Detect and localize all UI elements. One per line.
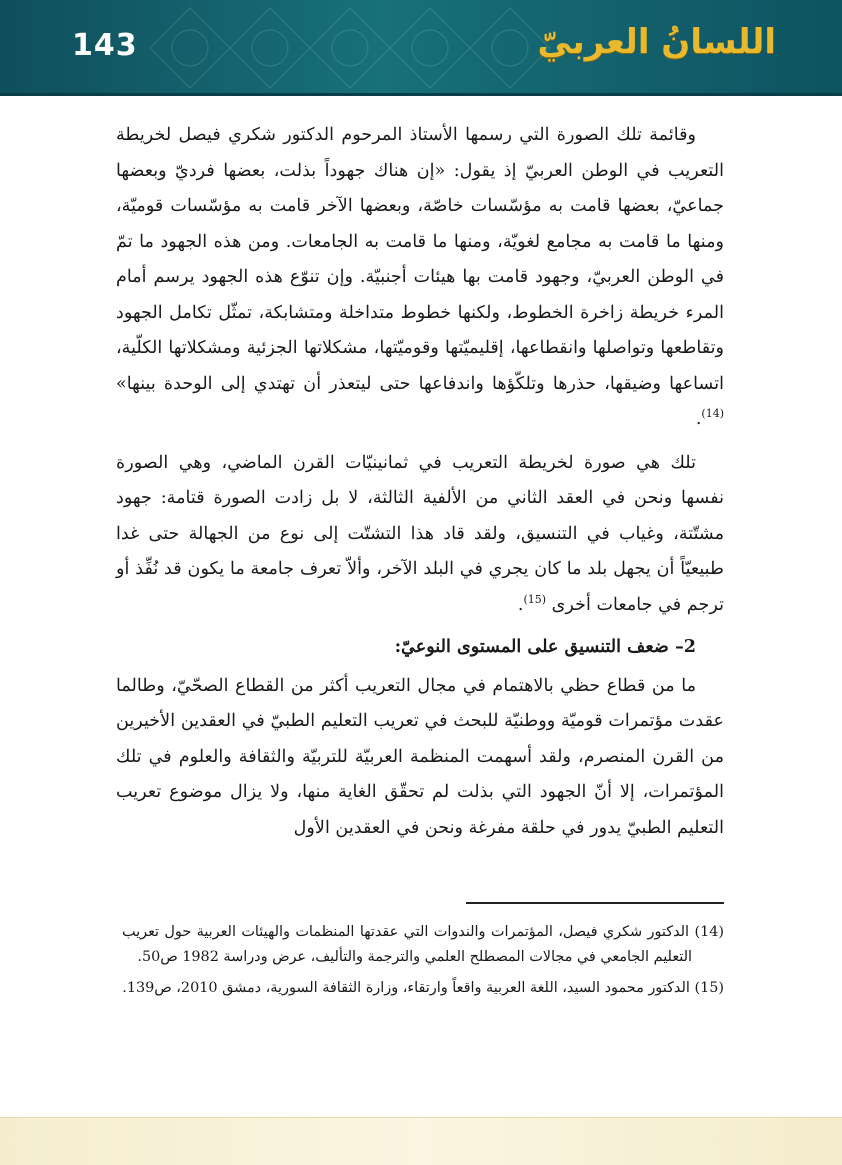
footnote-number: (15) bbox=[694, 980, 724, 997]
paragraph-3: ما من قطاع حظي بالاهتمام في مجال التعريب أكثر من القطاع الصحّيّ، وطالما عقدت مؤتمرات قوميّة ووطنيّة للبحث في تعريب التعليم الطبيّ في العقدين الأخيرين من القرن المنصرم، ولقد أسهمت المنظمة العربيّة للتربيّة والثقافة والعلوم في تلك المؤتمرات، إلا أنّ الجهود التي بذلت لم تحقّق الغاية منها، ولا يزال موضوع تعريب التعليم الطبيّ يدور في حلقة مفرغة ونحن في العقدين الأول bbox=[116, 675, 724, 838]
page-header bbox=[0, 0, 842, 96]
footnote-15 bbox=[122, 976, 724, 1001]
page-number: 143 bbox=[72, 28, 138, 63]
footnote-text: الدكتور محمود السيد، اللغة العربية واقعاً وارتقاء، وزارة الثقافة السورية، دمشق 2010، ص139. bbox=[122, 980, 690, 997]
footnote-text: الدكتور شكري فيصل، المؤتمرات والندوات التي عقدتها المنظمات والهيئات العربية حول تعريب التعليم الجامعي في مجالات المصطلح العلمي والترجمة والتأليف، عرض ودراسة 1982 ص50. bbox=[122, 924, 692, 965]
page-footer-band bbox=[0, 1117, 842, 1165]
footnote-14 bbox=[122, 920, 724, 969]
paragraph-2-text: تلك هي صورة لخريطة التعريب في ثمانينيّات القرن الماضي، وهي الصورة نفسها ونحن في العقد الثاني من الألفية الثالثة، لا بل زادت الصورة قتامة: جهود مشتّتة، وغياب في التنسيق، ولقد قاد هذا التشتّت إلى نوع من الجهالة حتى غدا طبيعيّاً أن يجهل بلد ما كان يجري في البلد الآخر، وألاّ تعرف جامعة ما يكون قد نُفِّذ أو ترجم في جامعات أخرى bbox=[116, 452, 724, 615]
footnote-ref-14: (14) bbox=[701, 407, 724, 421]
paragraph-1: وقائمة تلك الصورة التي رسمها الأستاذ المرحوم الدكتور شكري فيصل لخريطة التعريب في الوطن العربيّ إذ يقول: «إن هناك جهوداً بذلت، بعضها فرديّ وبعضها جماعيّ، بعضها قامت به مؤسّسات خاصّة، وبعضها الآخر قامت به مؤسّسات قوميّة، ومنها ما قامت به مجامع لغويّة، ومنها ما قامت به الجامعات. ومن هذه الجهود ما تمّ في الوطن العربيّ، وجهود قامت بها هيئات أجنبيّة. وإن تنوّع هذه الجهود يرسم أمام المرء خريطة زاخرة الخطوط، ولكنها خطوط متداخلة ومتشابكة، تمثّل تكامل الجهود وتقاطعها وتواصلها وانقطاعها، إقليميّتها وقوميّتها، مشكلاتها الجزئية ومشكلاتها الكلّية، اتساعها وضيقها، حذرها وتلكّؤها واندفاعها حتى ليتعذر أن تهتدي إلى الوحدة بينها» $^{(14)}$. bbox=[116, 125, 724, 429]
footnote-number: (14) bbox=[694, 924, 724, 940]
article-body bbox=[116, 118, 724, 846]
footnote-divider bbox=[466, 902, 724, 904]
footnotes bbox=[122, 920, 724, 1008]
paragraph-1-text: وقائمة تلك الصورة التي رسمها الأستاذ المرحوم الدكتور شكري فيصل لخريطة التعريب في الوطن العربيّ إذ يقول: «إن هناك جهوداً بذلت، بعضها فرديّ وبعضها جماعيّ، بعضها قامت به مؤسّسات خاصّة، وبعضها الآخر قامت به مؤسّسات قوميّة، ومنها ما قامت به مجامع لغويّة، ومنها ما قامت به الجامعات. ومن هذه الجهود ما تمّ في الوطن العربيّ، وجهود قامت بها هيئات أجنبيّة. وإن تنوّع هذه الجهود يرسم أمام المرء خريطة زاخرة الخطوط، ولكنها خطوط متداخلة ومتشابكة، تمثّل تكامل الجهود وتقاطعها وتواصلها وانقطاعها، إقليميّتها وقوميّتها، مشكلاتها الجزئية ومشكلاتها الكلّية، اتساعها وضيقها، حذرها وتلكّؤها واندفاعها حتى ليتعذر أن تهتدي إلى الوحدة بينها» bbox=[116, 125, 724, 394]
section-heading: 2– ضعف التنسيق على المستوى النوعيّ: bbox=[394, 636, 696, 657]
footnote-ref-15: (15) bbox=[523, 592, 547, 606]
paragraph-2: تلك هي صورة لخريطة التعريب في ثمانينيّات القرن الماضي، وهي الصورة نفسها ونحن في العقد الثاني من الألفية الثالثة، لا بل زادت الصورة قتامة: جهود مشتّتة، وغياب في التنسيق، ولقد قاد هذا التشتّت إلى نوع من الجهالة حتى غدا طبيعيّاً أن يجهل بلد ما كان يجري في البلد الآخر، وألاّ تعرف جامعة ما يكون قد نُفِّذ أو ترجم في جامعات أخرى $^{(15)}$. bbox=[116, 452, 724, 615]
journal-logo: اللسانُ العربيّ bbox=[537, 22, 776, 62]
